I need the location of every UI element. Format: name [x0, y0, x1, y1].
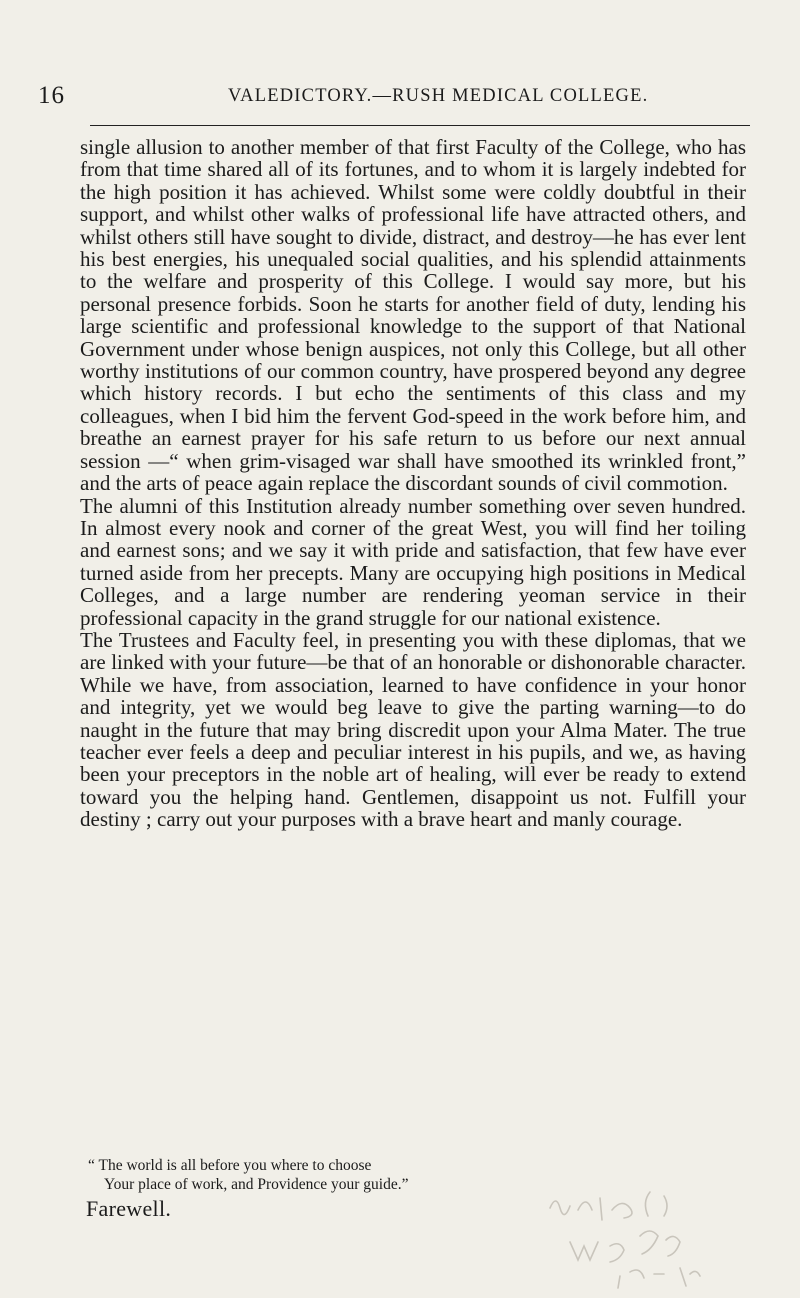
paragraph-1: single allusion to another member of that first Faculty of the College, who has from that time shared all of its fortunes, and to whom it is largely indebted for the high position it has achieved. Whilst some were coldly doubtful in their support, and whilst other walks of professional life have attracted others, and whilst others still have sought to divide, distract, and destroy—he has ever lent his best energies, his unequaled social qualities, and his splendid attainments to the welfare and prosperity of this College. I would say more, but his personal presence forbids. Soon he starts for another field of duty, lending his large scientific and professional knowledge to the support of that National Government under whose benign auspices, not only this College, but all other worthy institutions of our common country, have prospered beyond any degree which history records. I but echo the sentiments of this class and my colleagues, when I bid him the fervent God-speed in the work before him, and breathe an earnest prayer for his safe return to us before our next annual session —“ when grim-visaged war shall have smoothed its wrinkled front,” and the arts of peace again replace the discordant sounds of civil commotion.: [80, 135, 746, 496]
closing-word: Farewell.: [86, 1196, 172, 1221]
body-text: [80, 136, 746, 831]
paragraph-3: The Trustees and Faculty feel, in presenting you with these diplomas, that we are linked with your future—be that of an honorable or dishonorable character. While we have, from association, learned to have confidence in your honor and integrity, yet we would beg leave to give the parting warning—to do naught in the future that may bring discredit upon your Alma Mater. The true teacher ever feels a deep and peculiar interest in his pupils, and we, as having been your preceptors in the noble art of healing, will ever be ready to extend toward you the helping hand. Gentlemen, disappoint us not. Fulfill your destiny ; carry out your purposes with a brave heart and manly courage.: [80, 627, 746, 832]
quote-line-1: “ The world is all before you where to choose: [88, 1157, 372, 1174]
running-head: [38, 82, 758, 116]
page-number: 16: [38, 82, 65, 109]
paragraph-2: The alumni of this Institution already number something over seven hundred. In almost every nook and corner of the great West, you will find her toiling and earnest sons; and we say it with pride and satisfaction, that few have ever turned aside from her precepts. Many are occupying high positions in Medical Colleges, and a large number are rendering yeoman service in their professional capacity in the grand struggle for our national existence.: [80, 493, 746, 630]
running-head-title: VALEDICTORY.—RUSH MEDICAL COLLEGE.: [228, 86, 649, 106]
verse-quote: [88, 1156, 408, 1194]
header-rule: [90, 125, 750, 126]
faint-pencil-marks: [530, 1180, 760, 1290]
quote-line-2: Your place of work, and Providence your guide.”: [104, 1176, 409, 1193]
